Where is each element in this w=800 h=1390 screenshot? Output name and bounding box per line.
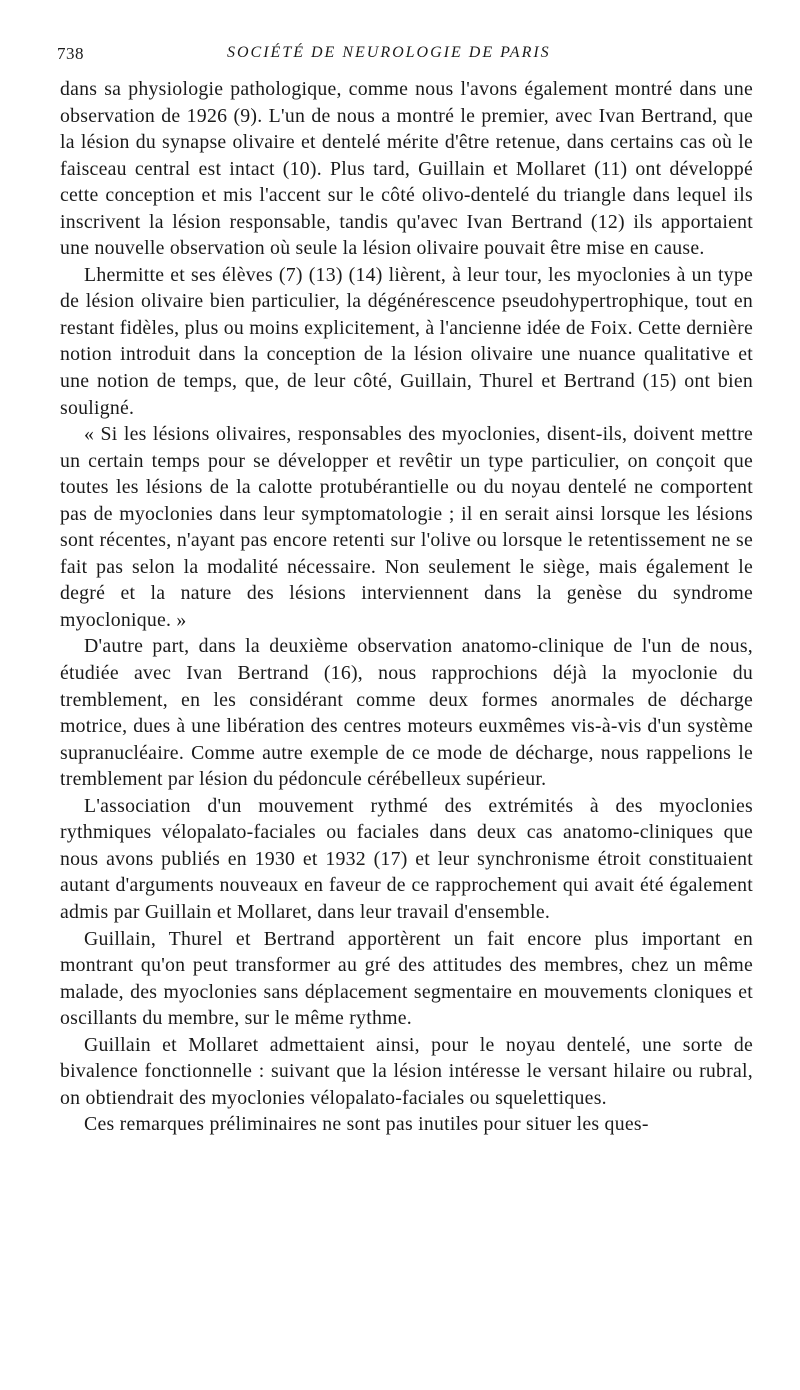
paragraph: Lhermitte et ses élèves (7) (13) (14) lièrent, à leur tour, les myoclonies à un type de lésion olivaire bien particulier, la dégénérescence pseudohypertrophique, tout en restant fidèles, plus ou moins explicitement, à l'ancienne idée de Foix. Cette dernière notion introduit dans la conception de la lésion olivaire une nuance qualitative et une notion de temps, que, de leur côté, Guillain, Thurel et Bertrand (15) ont bien souligné. [60,263,753,419]
paragraph: dans sa physiologie pathologique, comme nous l'avons également montré dans une observation de 1926 (9). L'un de nous a montré le premier, avec Ivan Bertrand, que la lésion du synapse olivaire et dentelé mérite d'être retenue, dans certains cas où le faisceau central est intact (10). Plus tard, Guillain et Mollaret (11) ont développé cette conception et mis l'accent sur le côté olivo-dentelé du triangle dans lequel ils inscrivent la lésion responsable, tandis qu'avec Ivan Bertrand (12) ils apportaient une nouvelle observation où seule la lésion olivaire pouvait être mise en cause. [60,78,753,260]
paragraph: « Si les lésions olivaires, responsables des myoclonies, disent-ils, doivent mettre un certain temps pour se développer et revêtir un type particulier, on conçoit que toutes les lésions de la calotte protubérantielle ou du noyau dentelé ne comportent pas de myoclonies dans leur symptomatologie ; il en serait ainsi lorsque les lésions sont récentes, n'ayant pas encore retenti sur l'olive ou lorsque le retentissement ne se fait pas selon la modalité nécessaire. Non seulement le siège, mais également le degré et la nature des lésions interviennent dans la genèse du syndrome myoclonique. » [60,423,753,631]
paragraph: D'autre part, dans la deuxième observation anatomo-clinique de l'un de nous, étudiée avec Ivan Bertrand (16), nous rapprochions déjà la myoclonie du tremblement, en les considérant comme deux formes anormales de décharge motrice, dues à une libération des centres moteurs euxmêmes vis-à-vis d'un système supranucléaire. Comme autre exemple de ce mode de décharge, nous rappelions le tremblement par lésion du pédoncule cérébelleux supérieur. [60,635,753,791]
paragraph: Ces remarques préliminaires ne sont pas inutiles pour situer les ques- [84,1113,649,1136]
running-title: SOCIÉTÉ DE NEUROLOGIE DE PARIS [227,44,551,61]
body-text [60,76,753,1138]
page-header [57,44,747,68]
paragraph: Guillain, Thurel et Bertrand apportèrent un fait encore plus important en montrant qu'on peut transformer au gré des attitudes des membres, chez un même malade, des myoclonies sans déplacement segmentaire en mouvements cloniques et oscillants du membre, sur le même rythme. [60,927,753,1030]
page-number: 738 [57,44,84,63]
paragraph: L'association d'un mouvement rythmé des extrémités à des myoclonies rythmiques vélopalato-faciales ou faciales dans deux cas anatomo-cliniques que nous avons publiés en 1930 et 1932 (17) et leur synchronisme étroit constituaient autant d'arguments nouveaux en faveur de ce rapprochement qui avait été également admis par Guillain et Mollaret, dans leur travail d'ensemble. [60,794,753,923]
paragraph: Guillain et Mollaret admettaient ainsi, pour le noyau dentelé, une sorte de bivalence fonctionnelle : suivant que la lésion intéresse le versant hilaire ou rubral, on obtiendrait des myoclonies vélopalato-faciales ou squelettiques. [60,1033,753,1109]
